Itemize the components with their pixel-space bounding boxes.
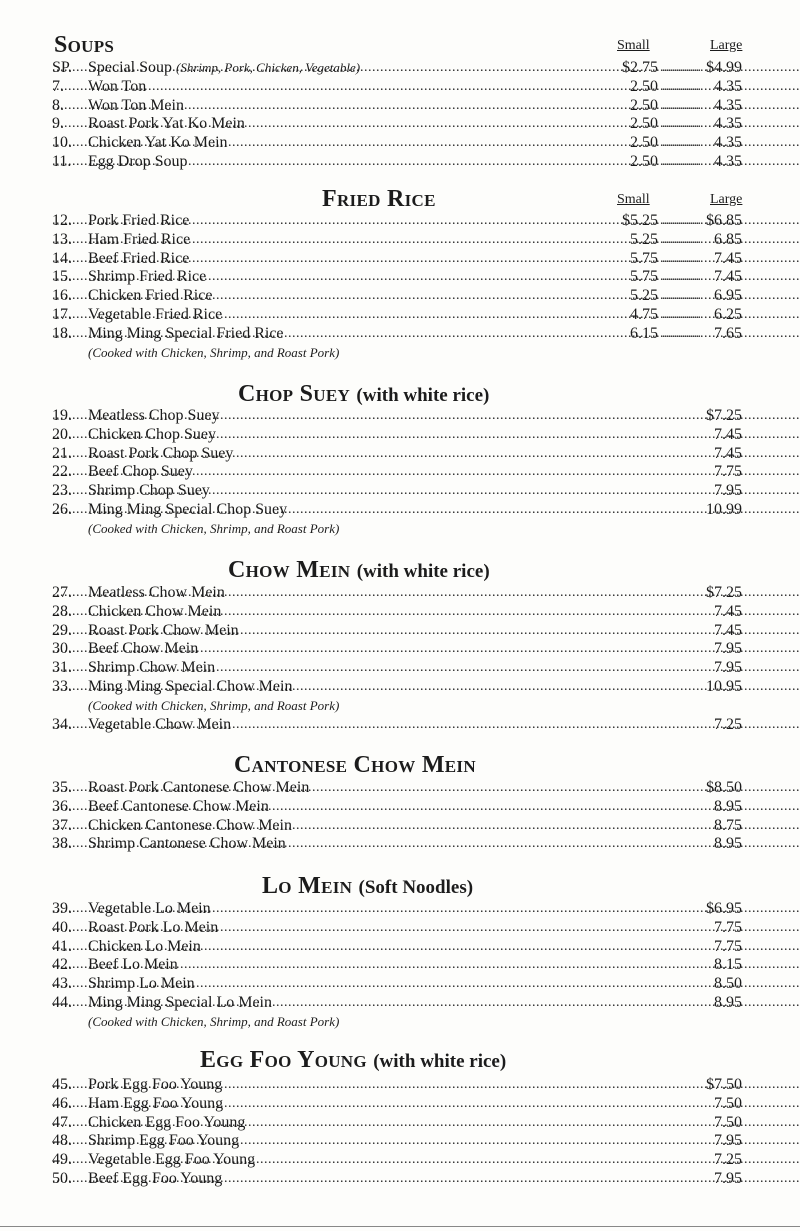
item-name-text: Beef Lo Mein <box>88 956 178 974</box>
item-number: 43. <box>52 975 72 993</box>
dot-leader <box>52 584 800 602</box>
menu-item <box>52 817 800 835</box>
item-number: 44. <box>52 994 72 1011</box>
price: 7.75 <box>714 918 742 936</box>
dot-leader-between <box>662 153 700 171</box>
menu-item <box>52 1095 800 1113</box>
price: 7.45 <box>714 621 742 639</box>
price: 7.25 <box>714 715 742 733</box>
item-number: 45. <box>52 1076 72 1093</box>
item-name-text: Roast Pork Yat Ko Mein <box>88 115 245 133</box>
price: 7.45 <box>714 602 742 620</box>
item-number: 48. <box>52 1132 72 1150</box>
price-large: $4.99 <box>706 59 742 76</box>
dot-leader <box>52 798 800 816</box>
section-title: Chop Suey <box>238 381 351 407</box>
price: $7.25 <box>706 407 742 424</box>
item-name-text: Ming Ming Special Chop Suey <box>88 501 288 518</box>
section-title: Cantonese Chow Mein <box>234 752 476 778</box>
item-name-text: Roast Pork Chop Suey <box>88 444 234 462</box>
menu-item <box>52 678 800 696</box>
section-heading-chow-mein <box>228 557 490 585</box>
menu-item <box>52 97 800 115</box>
price: 7.45 <box>714 444 742 462</box>
price-small: 2.50 <box>630 77 658 95</box>
section-heading-chop-suey <box>238 381 489 409</box>
dot-leader <box>52 817 800 835</box>
dot-leader <box>52 659 800 677</box>
item-name-text: Beef Chow Mein <box>88 640 199 658</box>
dot-leader <box>52 1114 800 1132</box>
item-note: (Cooked with Chicken, Shrimp, and Roast Pork) <box>88 697 340 713</box>
item-number: 33. <box>52 678 72 695</box>
section-subtitle: (Soft Noodles) <box>358 877 474 898</box>
item-number: 49. <box>52 1151 72 1169</box>
item-number: 30. <box>52 640 72 658</box>
item-name-text: Chicken Chow Mein <box>88 602 222 620</box>
item-number: 46. <box>52 1094 72 1112</box>
menu-item <box>52 1151 800 1169</box>
item-number: 20. <box>52 425 72 443</box>
menu-item <box>52 1132 800 1150</box>
section-title: Soups <box>54 32 115 58</box>
item-name-text: Egg Drop Soup <box>88 153 188 170</box>
item-name-text: Shrimp Fried Rice <box>88 268 207 286</box>
price: 7.50 <box>714 1113 742 1131</box>
price-large: 6.25 <box>714 306 742 323</box>
dot-leader <box>52 482 800 500</box>
menu-item <box>52 463 800 481</box>
price-small: $2.75 <box>622 59 658 76</box>
price-small: 2.50 <box>630 115 658 133</box>
item-number: 9. <box>52 115 64 133</box>
dot-leader <box>52 994 800 1012</box>
column-header-large: Large <box>710 192 743 207</box>
price-small: 2.50 <box>630 96 658 114</box>
price-large: 4.35 <box>714 153 742 170</box>
price: $7.50 <box>706 1076 742 1093</box>
menu-item <box>52 835 800 853</box>
menu-item <box>52 640 800 658</box>
menu-item <box>52 584 800 602</box>
price: 7.95 <box>714 1170 742 1187</box>
item-number: 39. <box>52 900 72 917</box>
item-number: 17. <box>52 306 72 323</box>
item-name-text: Chicken Lo Mein <box>88 937 201 955</box>
menu-item <box>52 134 800 152</box>
dot-leader-between <box>662 306 700 324</box>
price: $8.50 <box>706 779 742 796</box>
item-number: 16. <box>52 287 72 305</box>
item-name-text: Special Soup <box>88 59 172 76</box>
dot-leader <box>52 678 800 696</box>
dot-leader-between <box>662 325 700 343</box>
section-title: Lo Mein <box>262 873 353 899</box>
menu-item <box>52 445 800 463</box>
price-large: 4.35 <box>714 96 742 114</box>
item-number: 23. <box>52 482 72 500</box>
menu-item <box>52 153 800 171</box>
price: $6.95 <box>706 900 742 917</box>
dot-leader <box>52 835 800 853</box>
menu-item <box>52 779 800 797</box>
menu-item <box>52 59 800 77</box>
item-name-text: Ming Ming Special Chow Mein <box>88 678 293 695</box>
price: 7.75 <box>714 937 742 955</box>
price-small: 5.75 <box>630 268 658 286</box>
dot-leader <box>52 622 800 640</box>
dot-leader <box>52 1132 800 1150</box>
item-number: 34. <box>52 715 72 733</box>
item-number: 50. <box>52 1170 72 1187</box>
item-number: 18. <box>52 324 72 342</box>
price-small: 5.75 <box>630 249 658 267</box>
item-name-text: Roast Pork Lo Mein <box>88 918 219 936</box>
section-heading-fried-rice <box>322 186 436 212</box>
menu-item <box>52 306 800 324</box>
price-large: 6.85 <box>714 230 742 248</box>
item-name-text: Beef Egg Foo Young <box>88 1170 223 1187</box>
menu-item <box>52 115 800 133</box>
menu-item <box>52 426 800 444</box>
price: 10.95 <box>706 678 742 695</box>
section-title: Chow Mein <box>228 557 351 583</box>
item-name-text: Ming Ming Special Fried Rice <box>88 324 284 342</box>
item-name-text: Won Ton <box>88 77 147 95</box>
item-name-text: Shrimp Chop Suey <box>88 482 210 500</box>
item-number: 40. <box>52 918 72 936</box>
menu-item <box>52 919 800 937</box>
dot-leader-between <box>662 212 700 230</box>
item-number: 21. <box>52 444 72 462</box>
section-subtitle: (with white rice) <box>356 561 490 582</box>
price: 7.45 <box>714 425 742 443</box>
price: 7.50 <box>714 1094 742 1112</box>
item-name-text: Won Ton Mein <box>88 96 184 114</box>
item-note: (Cooked with Chicken, Shrimp, and Roast Pork) <box>88 1013 340 1029</box>
menu-item <box>52 994 800 1012</box>
price: 8.95 <box>714 994 742 1011</box>
item-name-text: Vegetable Lo Mein <box>88 900 211 917</box>
price-large: 7.65 <box>714 324 742 342</box>
item-name-text: Ham Fried Rice <box>88 230 191 248</box>
menu-item <box>52 659 800 677</box>
item-name-text: Chicken Yat Ko Mein <box>88 134 228 152</box>
item-name-text: Meatless Chow Mein <box>88 584 225 601</box>
price-large: 4.35 <box>714 115 742 133</box>
section-title: Fried Rice <box>322 186 436 212</box>
dot-leader <box>52 716 800 734</box>
price: 8.15 <box>714 956 742 974</box>
dot-leader-between <box>662 287 700 305</box>
item-number: 8. <box>52 96 64 114</box>
item-name-text: Vegetable Fried Rice <box>88 306 223 323</box>
item-number: 19. <box>52 407 72 424</box>
item-number: 26. <box>52 501 72 518</box>
menu-item <box>52 231 800 249</box>
menu-item <box>52 603 800 621</box>
price-small: $5.25 <box>622 212 658 229</box>
price: 7.25 <box>714 1151 742 1169</box>
column-header-small: Small <box>617 192 650 207</box>
column-header-small: Small <box>617 38 650 53</box>
section-heading-egg-foo-young <box>200 1047 506 1075</box>
item-number: 35. <box>52 779 72 796</box>
dot-leader <box>52 426 800 444</box>
item-name-text: Chicken Egg Foo Young <box>88 1113 246 1131</box>
price: 7.95 <box>714 659 742 677</box>
item-name-text: Roast Pork Chow Mein <box>88 621 239 639</box>
dot-leader-between <box>662 250 700 268</box>
price: 10.99 <box>706 501 742 518</box>
item-number: 14. <box>52 249 72 267</box>
dot-leader <box>52 603 800 621</box>
price-large: 4.35 <box>714 134 742 152</box>
item-name-text: Ming Ming Special Lo Mein <box>88 994 272 1011</box>
price-large: 7.45 <box>714 268 742 286</box>
menu-item <box>52 956 800 974</box>
item-name-text: Pork Egg Foo Young <box>88 1076 223 1093</box>
dot-leader <box>52 407 800 425</box>
menu-item <box>52 501 800 519</box>
menu-item <box>52 975 800 993</box>
section-heading-soups <box>54 32 114 58</box>
item-name-text: Chicken Fried Rice <box>88 287 213 305</box>
menu-item <box>52 287 800 305</box>
price-small: 4.75 <box>630 306 658 323</box>
item-number: 22. <box>52 463 72 481</box>
menu-item <box>52 482 800 500</box>
item-note: (Cooked with Chicken, Shrimp, and Roast Pork) <box>88 344 340 360</box>
price: 7.95 <box>714 640 742 658</box>
dot-leader <box>52 640 800 658</box>
item-number: 47. <box>52 1113 72 1131</box>
menu-item <box>52 1114 800 1132</box>
item-number: 10. <box>52 134 72 152</box>
item-name-text: Shrimp Cantonese Chow Mein <box>88 835 286 853</box>
section-heading-lo-mein <box>262 873 473 901</box>
price: 7.75 <box>714 463 742 481</box>
item-name-text: Pork Fried Rice <box>88 212 190 229</box>
dot-leader-between <box>662 78 700 96</box>
item-number: 29. <box>52 621 72 639</box>
dot-leader <box>52 779 800 797</box>
item-number: 38. <box>52 835 72 853</box>
price: $7.25 <box>706 584 742 601</box>
item-number: 12. <box>52 212 72 229</box>
price-small: 5.25 <box>630 230 658 248</box>
price-small: 2.50 <box>630 153 658 170</box>
dot-leader-between <box>662 268 700 286</box>
dot-leader <box>52 445 800 463</box>
section-heading-cantonese-chow-mein <box>234 752 476 778</box>
item-name-text: Beef Fried Rice <box>88 249 190 267</box>
item-name-text: Shrimp Lo Mein <box>88 975 195 993</box>
item-note: (Cooked with Chicken, Shrimp, and Roast Pork) <box>88 520 340 536</box>
item-name-text: Shrimp Chow Mein <box>88 659 216 677</box>
dot-leader <box>52 1076 800 1094</box>
menu-item <box>52 268 800 286</box>
dot-leader-between <box>662 134 700 152</box>
dot-leader <box>52 463 800 481</box>
menu-item <box>52 1076 800 1094</box>
dot-leader <box>52 919 800 937</box>
dot-leader-between <box>662 97 700 115</box>
item-number: 13. <box>52 230 72 248</box>
item-number: 11. <box>52 153 72 170</box>
section-title: Egg Foo Young <box>200 1047 367 1073</box>
item-name-text: Meatless Chop Suey <box>88 407 220 424</box>
price: 8.75 <box>714 816 742 834</box>
dot-leader-between <box>662 59 700 77</box>
item-number: 42. <box>52 956 72 974</box>
dot-leader <box>52 956 800 974</box>
item-name-text: Vegetable Chow Mein <box>88 715 232 733</box>
price: 8.50 <box>714 975 742 993</box>
dot-leader <box>52 1170 800 1188</box>
item-name-text: Roast Pork Cantonese Chow Mein <box>88 779 310 796</box>
menu-item <box>52 1170 800 1188</box>
dot-leader-between <box>662 115 700 133</box>
price-large: 6.95 <box>714 287 742 305</box>
price: 8.95 <box>714 797 742 815</box>
dot-leader <box>52 975 800 993</box>
dot-leader <box>52 1095 800 1113</box>
menu-item <box>52 212 800 230</box>
item-number: SP. <box>52 59 73 76</box>
dot-leader <box>52 1151 800 1169</box>
item-description: (Shrimp, Pork, Chicken, Vegetable) <box>176 60 361 75</box>
column-header-large: Large <box>710 38 743 53</box>
price: 8.95 <box>714 835 742 853</box>
section-subtitle: (with white rice) <box>356 385 490 406</box>
menu-item <box>52 325 800 343</box>
menu-item <box>52 938 800 956</box>
dot-leader <box>52 938 800 956</box>
item-name-text: Shrimp Egg Foo Young <box>88 1132 240 1150</box>
price-small: 2.50 <box>630 134 658 152</box>
menu-item <box>52 622 800 640</box>
item-number: 41. <box>52 937 72 955</box>
menu-item <box>52 716 800 734</box>
item-name-text: Beef Cantonese Chow Mein <box>88 797 269 815</box>
price-small: 5.25 <box>630 287 658 305</box>
item-number: 27. <box>52 584 72 601</box>
menu-item <box>52 798 800 816</box>
section-subtitle: (with white rice) <box>373 1051 507 1072</box>
item-name-text: Ham Egg Foo Young <box>88 1094 224 1112</box>
menu-item <box>52 78 800 96</box>
price: 7.95 <box>714 1132 742 1150</box>
item-number: 7. <box>52 77 64 95</box>
menu-item <box>52 250 800 268</box>
item-number: 15. <box>52 268 72 286</box>
dot-leader-between <box>662 231 700 249</box>
item-number: 36. <box>52 797 72 815</box>
price-large: 7.45 <box>714 249 742 267</box>
item-number: 37. <box>52 816 72 834</box>
item-name-text: Vegetable Egg Foo Young <box>88 1151 256 1169</box>
item-name-text: Chicken Cantonese Chow Mein <box>88 816 292 834</box>
price-large: 4.35 <box>714 77 742 95</box>
price-large: $6.85 <box>706 212 742 229</box>
item-name-text: Chicken Chop Suey <box>88 425 216 443</box>
item-number: 28. <box>52 602 72 620</box>
dot-leader <box>52 900 800 918</box>
dot-leader <box>52 501 800 519</box>
price: 7.95 <box>714 482 742 500</box>
item-name-text: Beef Chop Suey <box>88 463 193 481</box>
menu-item <box>52 900 800 918</box>
menu-item <box>52 407 800 425</box>
price-small: 6.15 <box>630 324 658 342</box>
item-number: 31. <box>52 659 72 677</box>
page-edge <box>0 1226 800 1227</box>
